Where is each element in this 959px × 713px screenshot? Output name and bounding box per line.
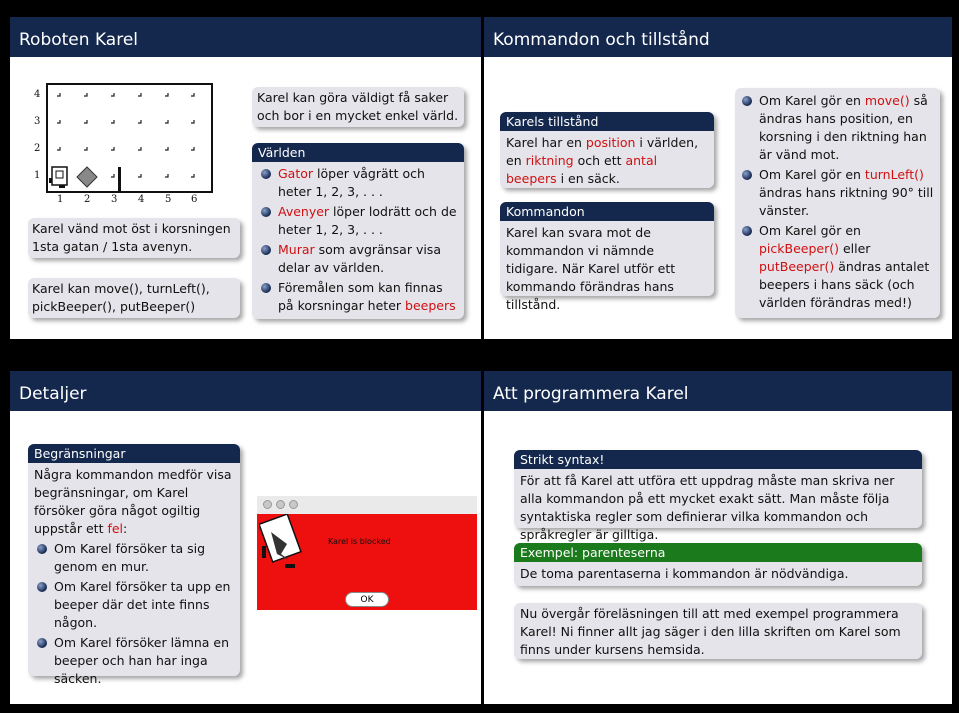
restriction-item [34, 540, 234, 576]
commands-block [500, 202, 714, 312]
highlight: riktning [525, 153, 574, 168]
text: så ändras hans position, en korsning i den riktning han är vänd mot. [759, 93, 928, 162]
text: ändras antalet beepers i hans säck (och världen förändras med!) [759, 259, 930, 310]
col-label: 6 [191, 194, 198, 205]
corner-mark [57, 120, 60, 123]
world-item [258, 241, 458, 277]
state-block [500, 112, 714, 188]
highlight: fel [107, 521, 124, 536]
slide-title: Roboten Karel [10, 17, 481, 57]
text: Om Karel gör en [759, 93, 865, 108]
highlight: Avenyer [278, 204, 330, 219]
bullet-icon [37, 638, 47, 648]
corner-mark [191, 93, 194, 96]
corner-mark [84, 147, 87, 150]
corner-mark [165, 147, 168, 150]
text: och ett [573, 153, 626, 168]
karel-world-grid [30, 80, 220, 210]
command-effects-box [735, 88, 940, 318]
bullet-icon [37, 544, 47, 554]
effect-item [739, 222, 936, 312]
caption-text: Karel kan move(), turnLeft(), pickBeeper(), putBeeper() [32, 281, 210, 314]
corner-mark [165, 174, 168, 177]
caption-text: Karel vänd mot öst i korsningen 1sta gatan / 1sta avenyn. [32, 221, 231, 254]
corner-mark [57, 93, 60, 96]
restriction-item [34, 634, 234, 688]
corner-mark [138, 120, 141, 123]
text: i världen, en [506, 135, 699, 168]
text: Karel har en [506, 135, 586, 150]
note-box [514, 603, 922, 659]
world-item [258, 203, 458, 239]
slide-title: Att programmera Karel [484, 371, 952, 411]
corner-mark [84, 120, 87, 123]
corner-mark [111, 93, 114, 96]
highlight: beepers [405, 298, 456, 313]
text: Om Karel gör en [759, 223, 861, 238]
corner-mark [111, 174, 114, 177]
col-label: 1 [57, 194, 64, 205]
item-text: löper lodrätt och de heter 1, 2, 3, . . . [278, 204, 457, 237]
restriction-item [34, 578, 234, 632]
block-title: Strikt syntax! [514, 450, 922, 469]
item-text: som avgränsar visa delar av världen. [278, 242, 441, 275]
highlight: Murar [278, 242, 315, 257]
window-minimize-button[interactable] [276, 500, 285, 509]
intro [34, 466, 234, 538]
row-label: 4 [34, 89, 41, 100]
bullet-icon [261, 169, 271, 179]
karel-blocked-icon [259, 514, 309, 576]
bullet-icon [742, 170, 752, 180]
window-zoom-button[interactable] [289, 500, 298, 509]
corner-mark [111, 147, 114, 150]
beeper-icon [77, 167, 97, 187]
col-label: 4 [138, 194, 145, 205]
bullet-icon [742, 226, 752, 236]
block-text: Karel kan svara mot de kommandon vi nämnde tidigare. När Karel utför ett kommando förändras hans tillstånd. [506, 225, 676, 312]
bullet-icon [37, 582, 47, 592]
bullet-icon [742, 96, 752, 106]
col-label: 2 [84, 194, 91, 205]
corner-mark [165, 120, 168, 123]
text: eller [839, 241, 871, 256]
block-title: Begränsningar [28, 444, 240, 463]
corner-mark [191, 174, 194, 177]
block-title: Världen [252, 143, 464, 162]
highlight: pickBeeper() [759, 241, 839, 256]
dialog-message: Karel is blocked [328, 537, 391, 546]
item-text: Föremålen som kan finnas på korsningar heter [278, 280, 443, 313]
item-text: löper vågrätt och heter 1, 2, 3, . . . [278, 166, 425, 199]
block-title: Karels tillstånd [500, 112, 714, 131]
world-item [258, 165, 458, 201]
text: ändras hans riktning 90° till vänster. [759, 185, 934, 218]
text: : [123, 521, 128, 536]
text: Om Karel försöker ta sig genom en mur. [54, 541, 206, 574]
row-label: 3 [34, 116, 41, 127]
block-title: Kommandon [500, 202, 714, 221]
row-label: 1 [34, 170, 41, 181]
col-label: 3 [111, 194, 118, 205]
highlight: position [585, 135, 636, 150]
corner-mark [138, 147, 141, 150]
restrictions-block [28, 444, 240, 686]
caption-karel-commands [28, 278, 240, 318]
text: Några kommandon medför visa begränsningar, om Karel försöker göra något ogiltig uppstår ett [34, 467, 232, 536]
corner-mark [138, 174, 141, 177]
world-block [252, 143, 464, 319]
intro-box [252, 87, 464, 127]
karel-robot-icon [49, 167, 67, 188]
effect-item [739, 166, 936, 220]
text: i en säck. [556, 171, 620, 186]
text: Om Karel försöker lämna en beeper och han har inga säcken. [54, 635, 230, 686]
note-text: Nu övergår föreläsningen till att med exempel programmera Karel! Ni finner allt jag säger i den lilla skriften om Karel som finns under kursens hemsida. [520, 606, 901, 657]
corner-mark [111, 120, 114, 123]
corner-mark [165, 93, 168, 96]
row-label: 2 [34, 143, 41, 154]
corner-mark [191, 147, 194, 150]
block-text: De toma parentaserna i kommandon är nödvändiga. [520, 566, 849, 581]
bullet-icon [261, 283, 271, 293]
highlight: antal beepers [506, 153, 658, 186]
intro-text: Karel kan göra väldigt få saker och bor i en mycket enkel värld. [257, 90, 459, 123]
text: Om Karel gör en [759, 167, 865, 182]
slide-title: Kommandon och tillstånd [484, 17, 952, 57]
caption-karel-position [28, 218, 240, 258]
window-close-button[interactable] [263, 500, 272, 509]
highlight: putBeeper() [759, 259, 835, 274]
corner-mark [84, 93, 87, 96]
highlight: move() [864, 93, 910, 108]
bullet-icon [261, 207, 271, 217]
example-block [514, 543, 922, 586]
block-title: Exempel: parenteserna [514, 543, 922, 562]
block-text: För att få Karel att utföra ett uppdrag måste man skriva ner alla kommandon på ett mycket exakt sätt. Man måste följa syntaktiska regler som definierar vilka kommandon och språkregler är gilltiga. [520, 473, 895, 542]
highlight: turnLeft() [864, 167, 924, 182]
corner-mark [57, 147, 60, 150]
effect-item [739, 92, 936, 164]
bullet-icon [261, 245, 271, 255]
ok-button[interactable]: OK [345, 592, 389, 607]
corner-mark [191, 120, 194, 123]
syntax-block [514, 450, 922, 542]
corner-mark [138, 93, 141, 96]
highlight: Gator [278, 166, 314, 181]
slide-title: Detaljer [10, 371, 481, 411]
world-item [258, 279, 458, 315]
text: Om Karel försöker ta upp en beeper där det inte finns någon. [54, 579, 231, 630]
col-label: 5 [165, 194, 172, 205]
